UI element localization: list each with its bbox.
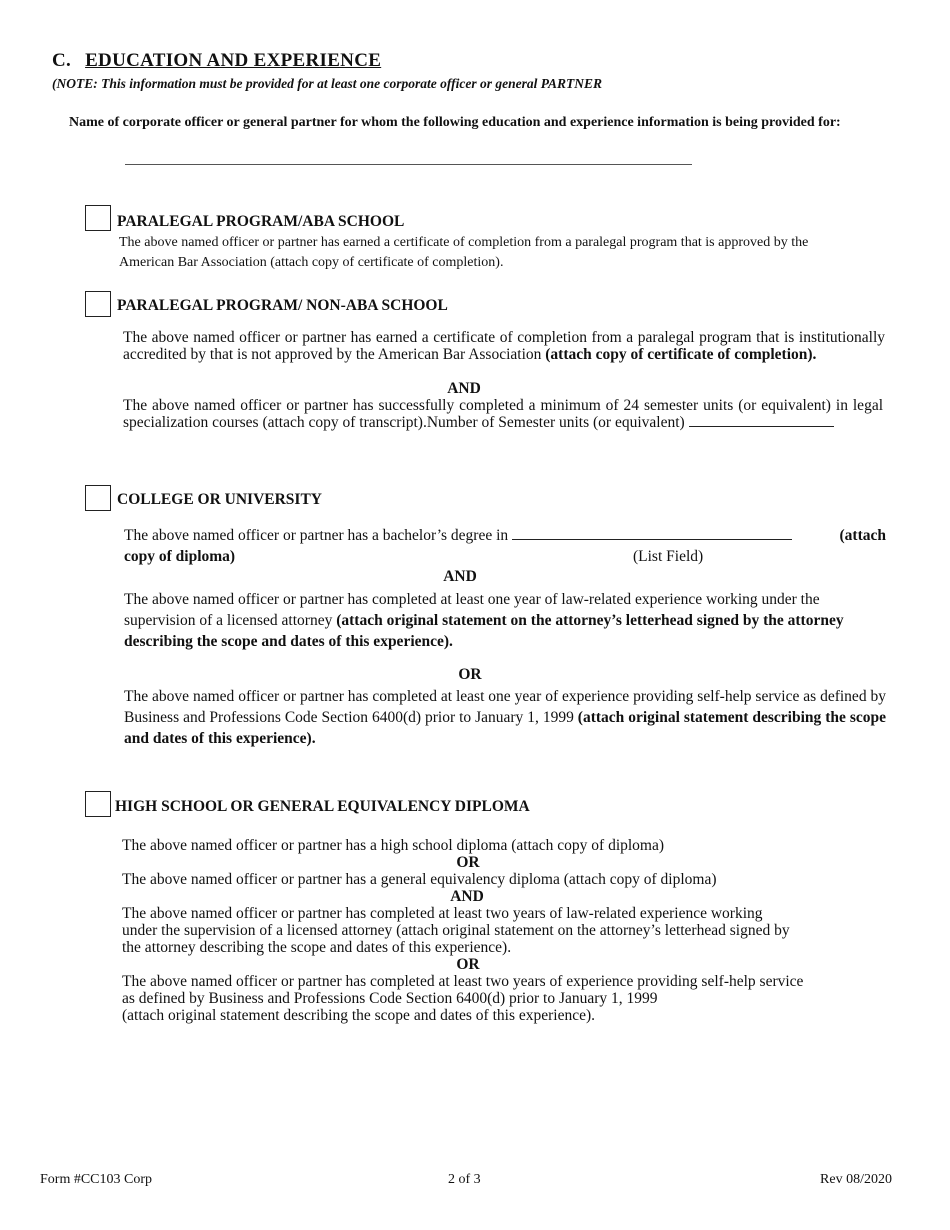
hs-or-2: OR: [456, 956, 480, 973]
non-aba-text-2: The above named officer or partner has successfully completed a minimum of 24 semester units (or equivalent) in legal specialization courses (attach copy of transcript).Number of Semester units (or equivalent): [123, 397, 883, 431]
aba-school-title: PARALEGAL PROGRAM/ABA SCHOOL: [117, 213, 405, 230]
college-degree-row: [124, 526, 888, 546]
section-title: EDUCATION AND EXPERIENCE: [85, 50, 382, 71]
college-copy-diploma: copy of diploma): [124, 548, 236, 565]
non-aba-school-checkbox[interactable]: [85, 291, 111, 317]
section-note: (NOTE: This information must be provided for at least one corporate officer or general PARTNER: [52, 76, 602, 91]
college-checkbox[interactable]: [85, 485, 111, 511]
aba-school-checkbox[interactable]: [85, 205, 111, 231]
footer-revision: Rev 08/2020: [820, 1172, 892, 1187]
hs-line-1: The above named officer or partner has a high school diploma (attach copy of diploma): [122, 837, 665, 854]
college-text-3-bold: (attach original statement describing the scope and dates of this experience).: [124, 709, 887, 747]
hs-line-4a: The above named officer or partner has completed at least two years of experience providing self-help service: [122, 973, 804, 990]
non-aba-school-title: PARALEGAL PROGRAM/ NON-ABA SCHOOL: [117, 297, 448, 314]
hs-line-4c: (attach original statement describing the scope and dates of this experience).: [122, 1007, 595, 1024]
hs-line-2: The above named officer or partner has a general equivalency diploma (attach copy of diploma): [122, 871, 717, 888]
hs-line-4b: as defined by Business and Professions Code Section 6400(d) prior to January 1, 1999: [122, 990, 658, 1007]
college-text-2: The above named officer or partner has completed at least one year of law-related experience working under the supervision of a licensed attorney: [124, 591, 820, 629]
section-letter: C.: [52, 50, 72, 71]
college-text-2-bold: (attach original statement on the attorney’s letterhead signed by the attorney describing the scope and dates of this experience).: [124, 612, 844, 650]
degree-field[interactable]: [512, 527, 792, 540]
non-aba-school-text-1: [123, 329, 885, 363]
hs-line-3b: under the supervision of a licensed attorney (attach original statement on the attorney’s letterhead signed by: [122, 922, 790, 939]
non-aba-school-text-2: [123, 397, 883, 431]
non-aba-text-1: The above named officer or partner has earned a certificate of completion from a paralegal program that is institutionally accredited by that is not approved by the American Bar Association: [123, 329, 885, 363]
non-aba-and: AND: [447, 380, 481, 397]
officer-name-label: Name of corporate officer or general partner for whom the following education and experience information is being provided for:: [69, 115, 841, 130]
list-field-label: (List Field): [633, 548, 704, 565]
high-school-block: [122, 837, 882, 1024]
high-school-checkbox[interactable]: [85, 791, 111, 817]
high-school-title: HIGH SCHOOL OR GENERAL EQUIVALENCY DIPLOMA: [115, 798, 530, 815]
footer-form-number: Form #CC103 Corp: [40, 1172, 153, 1187]
non-aba-text-1-bold: (attach copy of certificate of completion).: [545, 346, 817, 363]
officer-name-field[interactable]: [125, 164, 692, 165]
hs-or-1: OR: [456, 854, 480, 871]
college-title: COLLEGE OR UNIVERSITY: [117, 491, 322, 508]
college-text-2-block: [124, 589, 890, 652]
college-or: OR: [458, 666, 482, 683]
college-attach-bold: (attach: [839, 527, 886, 544]
college-text-3-block: [124, 686, 886, 749]
footer-page-number: 2 of 3: [448, 1172, 481, 1187]
college-text-1: The above named officer or partner has a bachelor’s degree in: [124, 527, 509, 544]
aba-school-text: The above named officer or partner has earned a certificate of completion from a paralegal program that is approved by the American Bar Association (attach copy of certificate of completion).: [119, 235, 809, 270]
hs-line-3c: the attorney describing the scope and dates of this experience).: [122, 939, 512, 956]
hs-line-3a: The above named officer or partner has completed at least two years of law-related experience working: [122, 905, 763, 922]
college-text-3: The above named officer or partner has completed at least one year of experience providing self-help service as defined by Business and Professions Code Section 6400(d) prior to January 1, 1999: [124, 688, 886, 726]
section-heading: [52, 50, 381, 72]
college-and: AND: [443, 568, 477, 585]
semester-units-field[interactable]: [689, 414, 834, 427]
hs-and: AND: [450, 888, 484, 905]
